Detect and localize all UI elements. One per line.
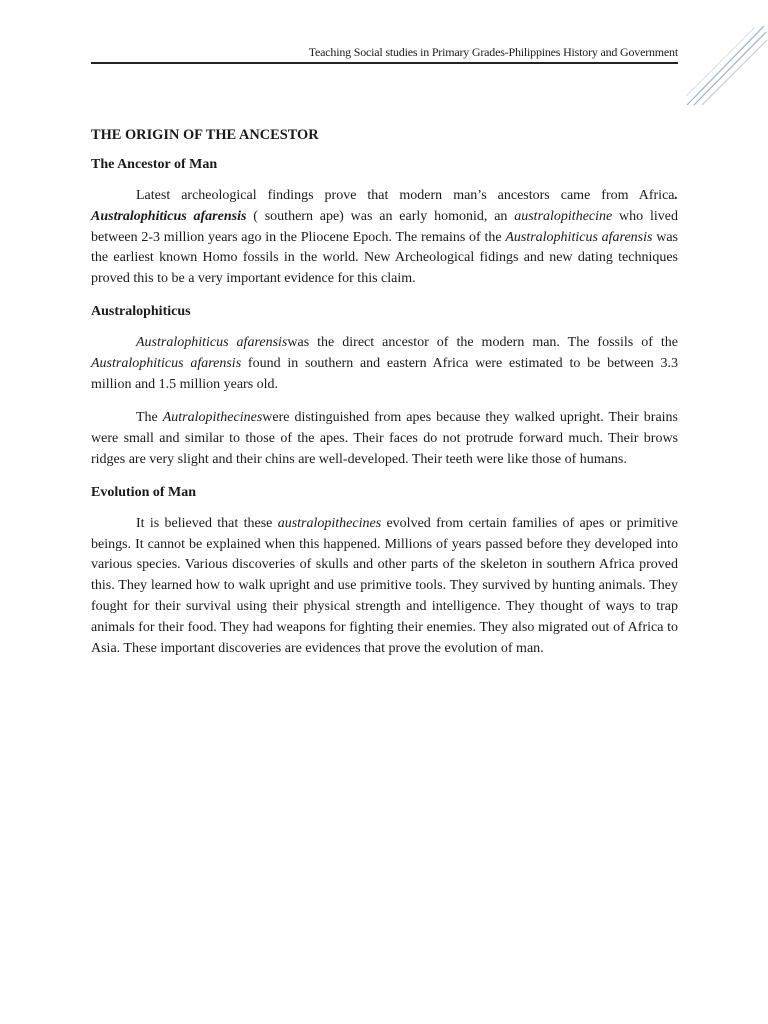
species-name-italic: Australophiticus afarensis bbox=[136, 334, 288, 350]
text-segment: Latest archeological findings prove that modern man’s ancestors came from Africa bbox=[136, 188, 675, 203]
text-segment: The bbox=[136, 410, 163, 426]
text-segment: who lived between 2-3 million years ago in the Pliocene Epoch. The remains of the bbox=[91, 208, 678, 245]
species-name-italic: Australophiticus afarensis bbox=[505, 229, 653, 245]
corner-line-1 bbox=[687, 26, 764, 105]
corner-line-2 bbox=[694, 32, 766, 105]
section-heading-australophiticus: Australophiticus bbox=[91, 303, 191, 319]
term-italic: Autralopithecines bbox=[162, 410, 263, 426]
corner-decoration-lines bbox=[684, 22, 768, 108]
text-segment: was the earliest known Homo fossils in the world. New Archeological fidings and new dating techniques proved this to be a very important evidence for this claim. bbox=[91, 229, 678, 287]
section-heading-evolution-of-man: Evolution of Man bbox=[91, 484, 197, 500]
term-italic: australopithecine bbox=[514, 208, 613, 224]
text-segment: found in southern and eastern Africa were estimated to be between 3.3 million and 1.5 million years old. bbox=[91, 355, 678, 392]
text-segment: was the direct ancestor of the modern man. The fossils of the bbox=[287, 334, 678, 350]
page-header bbox=[91, 44, 678, 64]
text-segment: were distinguished from apes because they walked upright. Their brains were small and similar to those of the apes. Their faces do not protrude forward much. Their brows ridges are very slight and their chins are well-developed. Their teeth were like those of humans. bbox=[91, 410, 678, 467]
corner-line-4 bbox=[686, 28, 754, 96]
term-italic: australopithecines bbox=[277, 515, 382, 531]
paragraph-evolution-of-man bbox=[91, 514, 678, 660]
corner-line-3 bbox=[702, 40, 767, 105]
species-name-italic: Australophiticus afarensis bbox=[91, 355, 242, 371]
document-body bbox=[91, 126, 678, 672]
paragraph-ancestor-of-man bbox=[91, 186, 678, 290]
paragraph-australophiticus-1 bbox=[91, 333, 678, 395]
paragraph-australophiticus-2 bbox=[91, 408, 678, 470]
running-header-title: Teaching Social studies in Primary Grades-Philippines History and Government bbox=[308, 45, 678, 59]
text-segment: evolved from certain families of apes or primitive beings. It cannot be explained when this happened. Millions of years passed before they developed into various species. Various discoveries of skulls and other parts of the skeleton in southern Africa proved this. They learned how to walk upright and use primitive tools. They survived by hunting animals. They fought for their survival using their physical strength and intelligence. They thought of ways to trap animals for their food. They had weapons for fighting their enemies. They also migrated out of Africa to Asia. These important discoveries are evidences that prove the evolution of man. bbox=[91, 515, 678, 656]
text-segment: It is believed that these bbox=[136, 515, 278, 531]
document-title: THE ORIGIN OF THE ANCESTOR bbox=[91, 127, 319, 143]
species-name-bold: . Australophiticus afarensis bbox=[91, 188, 678, 224]
section-heading-ancestor-of-man: The Ancestor of Man bbox=[91, 157, 218, 172]
text-segment: ( southern ape) was an early homonid, an bbox=[246, 208, 515, 224]
